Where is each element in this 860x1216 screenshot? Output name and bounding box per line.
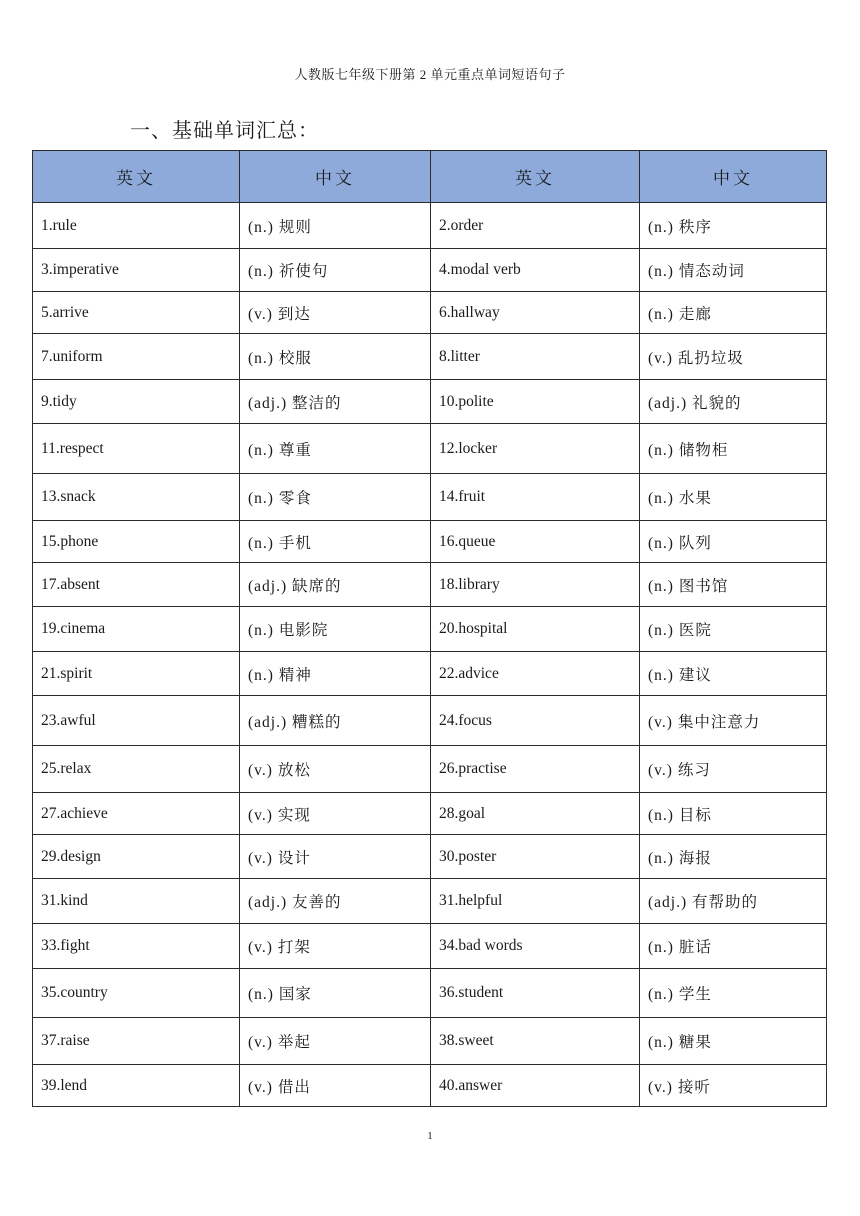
table-row	[33, 203, 827, 249]
table-row	[33, 334, 827, 380]
chinese-meaning: (n.) 队列	[640, 521, 827, 563]
page-header-title: 人教版七年级下册第 2 单元重点单词短语句子	[294, 67, 566, 82]
english-word: 14.fruit	[431, 474, 640, 521]
chinese-meaning: (n.) 储物柜	[640, 424, 827, 474]
table-row	[33, 474, 827, 521]
chinese-meaning: (adj.) 整洁的	[240, 380, 431, 424]
chinese-meaning: (n.) 走廊	[640, 292, 827, 334]
english-word: 26.practise	[431, 746, 640, 793]
chinese-meaning: (v.) 实现	[240, 793, 431, 835]
chinese-meaning: (n.) 精神	[240, 652, 431, 696]
chinese-meaning: (adj.) 糟糕的	[240, 696, 431, 746]
chinese-meaning: (v.) 设计	[240, 835, 431, 879]
table-row	[33, 607, 827, 652]
english-word: 39.lend	[33, 1065, 240, 1107]
chinese-meaning: (n.) 国家	[240, 969, 431, 1018]
chinese-meaning: (n.) 情态动词	[640, 249, 827, 292]
english-word: 22.advice	[431, 652, 640, 696]
english-word: 23.awful	[33, 696, 240, 746]
chinese-meaning: (n.) 手机	[240, 521, 431, 563]
table-row	[33, 1065, 827, 1107]
english-word: 38.sweet	[431, 1018, 640, 1065]
table-row	[33, 1018, 827, 1065]
table-row	[33, 924, 827, 969]
chinese-meaning: (n.) 建议	[640, 652, 827, 696]
english-word: 37.raise	[33, 1018, 240, 1065]
english-word: 8.litter	[431, 334, 640, 380]
table-row	[33, 292, 827, 334]
chinese-meaning: (n.) 医院	[640, 607, 827, 652]
table-row	[33, 793, 827, 835]
english-word: 40.answer	[431, 1065, 640, 1107]
english-word: 34.bad words	[431, 924, 640, 969]
chinese-meaning: (adj.) 友善的	[240, 879, 431, 924]
english-word: 6.hallway	[431, 292, 640, 334]
chinese-meaning: (n.) 图书馆	[640, 563, 827, 607]
table-row	[33, 746, 827, 793]
table-row	[33, 249, 827, 292]
page-number: 1	[427, 1130, 433, 1142]
chinese-meaning: (v.) 练习	[640, 746, 827, 793]
section-title: 一、基础单词汇总：	[130, 120, 319, 142]
english-word: 18.library	[431, 563, 640, 607]
chinese-meaning: (v.) 接听	[640, 1065, 827, 1107]
chinese-meaning: (n.) 糖果	[640, 1018, 827, 1065]
table-row	[33, 521, 827, 563]
chinese-meaning: (n.) 目标	[640, 793, 827, 835]
chinese-meaning: (adj.) 缺席的	[240, 563, 431, 607]
vocabulary-table	[32, 150, 827, 1107]
table-header-row	[33, 151, 827, 203]
chinese-meaning: (v.) 乱扔垃圾	[640, 334, 827, 380]
english-word: 31.helpful	[431, 879, 640, 924]
english-word: 21.spirit	[33, 652, 240, 696]
english-word: 10.polite	[431, 380, 640, 424]
chinese-meaning: (n.) 水果	[640, 474, 827, 521]
table-row	[33, 424, 827, 474]
english-word: 2.order	[431, 203, 640, 249]
english-word: 11.respect	[33, 424, 240, 474]
english-word: 7.uniform	[33, 334, 240, 380]
header-chinese-2: 中文	[640, 151, 827, 203]
chinese-meaning: (v.) 借出	[240, 1065, 431, 1107]
table-row	[33, 879, 827, 924]
table-row	[33, 969, 827, 1018]
chinese-meaning: (v.) 举起	[240, 1018, 431, 1065]
chinese-meaning: (n.) 秩序	[640, 203, 827, 249]
chinese-meaning: (n.) 海报	[640, 835, 827, 879]
english-word: 15.phone	[33, 521, 240, 563]
english-word: 12.locker	[431, 424, 640, 474]
table-row	[33, 835, 827, 879]
header-english-2: 英文	[431, 151, 640, 203]
chinese-meaning: (n.) 尊重	[240, 424, 431, 474]
english-word: 17.absent	[33, 563, 240, 607]
header-chinese-1: 中文	[240, 151, 431, 203]
english-word: 31.kind	[33, 879, 240, 924]
chinese-meaning: (v.) 到达	[240, 292, 431, 334]
chinese-meaning: (n.) 校服	[240, 334, 431, 380]
english-word: 13.snack	[33, 474, 240, 521]
chinese-meaning: (n.) 学生	[640, 969, 827, 1018]
chinese-meaning: (adj.) 礼貌的	[640, 380, 827, 424]
english-word: 30.poster	[431, 835, 640, 879]
english-word: 33.fight	[33, 924, 240, 969]
chinese-meaning: (adj.) 有帮助的	[640, 879, 827, 924]
english-word: 16.queue	[431, 521, 640, 563]
chinese-meaning: (n.) 祈使句	[240, 249, 431, 292]
english-word: 1.rule	[33, 203, 240, 249]
chinese-meaning: (n.) 脏话	[640, 924, 827, 969]
chinese-meaning: (v.) 打架	[240, 924, 431, 969]
chinese-meaning: (n.) 规则	[240, 203, 431, 249]
english-word: 24.focus	[431, 696, 640, 746]
english-word: 9.tidy	[33, 380, 240, 424]
english-word: 29.design	[33, 835, 240, 879]
english-word: 19.cinema	[33, 607, 240, 652]
table-row	[33, 696, 827, 746]
english-word: 35.country	[33, 969, 240, 1018]
chinese-meaning: (n.) 电影院	[240, 607, 431, 652]
english-word: 28.goal	[431, 793, 640, 835]
english-word: 36.student	[431, 969, 640, 1018]
chinese-meaning: (v.) 集中注意力	[640, 696, 827, 746]
english-word: 5.arrive	[33, 292, 240, 334]
table-row	[33, 652, 827, 696]
table-row	[33, 380, 827, 424]
chinese-meaning: (v.) 放松	[240, 746, 431, 793]
header-english-1: 英文	[33, 151, 240, 203]
english-word: 20.hospital	[431, 607, 640, 652]
table-row	[33, 563, 827, 607]
chinese-meaning: (n.) 零食	[240, 474, 431, 521]
english-word: 3.imperative	[33, 249, 240, 292]
english-word: 4.modal verb	[431, 249, 640, 292]
english-word: 27.achieve	[33, 793, 240, 835]
english-word: 25.relax	[33, 746, 240, 793]
